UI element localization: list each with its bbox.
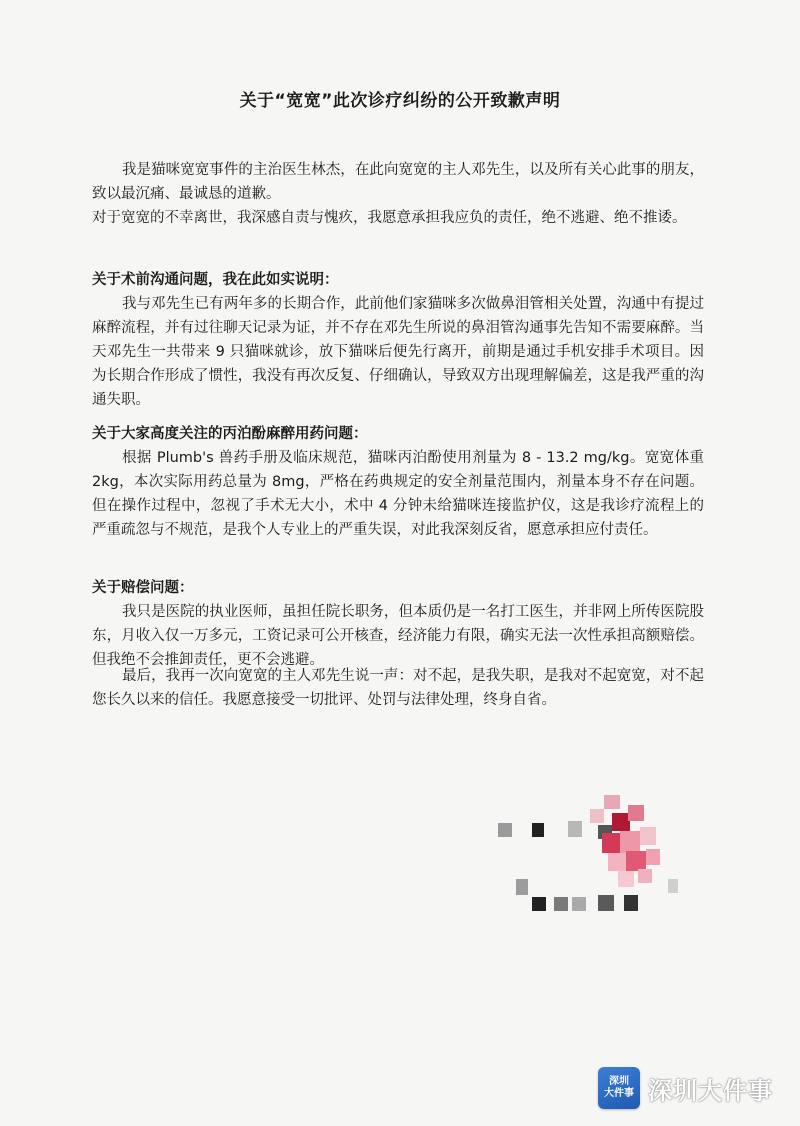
responsibility-paragraph: 对于宽宽的不幸离世，我深感自责与愧疚，我愿意承担我应负的责任，绝不逃避、绝不推诿。: [92, 210, 687, 226]
logo-text-line2: 大件事: [604, 1088, 634, 1099]
watermark-text: 深圳大件事: [648, 1076, 773, 1105]
section-heading-compensation: 关于赔偿问题：: [92, 580, 194, 596]
closing-paragraph: 最后，我再一次向宽宽的主人邓先生说一声：对不起，是我失职，是我对不起宽宽，对不起您长久以来的信任。我愿意接受一切批评、处罚与法律处理，终身自省。: [92, 668, 704, 708]
section-body-compensation: 我只是医院的执业医师，虽担任院长职务，但本质仍是一名打工医生，并非网上所传医院股东，月收入仅一万多元，工资记录可公开核查，经济能力有限，确实无法一次性承担高额赔偿。但我绝不会推卸责任，更不会逃避。: [92, 604, 704, 668]
section-heading-anesthesia: 关于大家高度关注的丙泊酚麻醉用药问题：: [92, 426, 368, 442]
section-body-communication: 我与邓先生已有两年多的长期合作，此前他们家猫咪多次做鼻泪管相关处置，沟通中有提过麻醉流程，并有过往聊天记录为证，并不存在邓先生所说的鼻泪管沟通事先告知不需要麻醉。当天邓先生一共带来 9 只猫咪就诊，放下猫咪后便先行离开，前期是通过手机安排手术项目。因为长期合作形成了惯性，我没有再次反复、仔细确认，导致双方出现理解偏差，这是我严重的沟通失职。: [92, 296, 704, 408]
section-body-anesthesia: 根据 Plumb's 兽药手册及临床规范，猫咪丙泊酚使用剂量为 8 - 13.2 mg/kg。宽宽体重 2kg，本次实际用药总量为 8mg，严格在药典规定的安全剂量范围内，剂量本身不存在问题。但在操作过程中，忽视了手术无大小，术中 4 分钟未给猫咪连接监护仪，这是我诊疗流程上的严重疏忽与不规范，是我个人专业上的严重失误，对此我深刻反省，愿意承担应付责任。: [92, 450, 704, 538]
document-title: 关于“宽宽”此次诊疗纠纷的公开致歉声明: [239, 91, 561, 111]
source-logo-icon: [598, 1067, 640, 1109]
pixelated-signature-seal: [498, 795, 698, 915]
intro-paragraph: 我是猫咪宽宽事件的主治医生林杰，在此向宽宽的主人邓先生，以及所有关心此事的朋友，致以最沉痛、最诚恳的道歉。: [92, 162, 704, 202]
section-heading-communication: 关于术前沟通问题，我在此如实说明：: [92, 272, 339, 288]
source-watermark: [598, 1066, 773, 1110]
logo-text-line1: 深圳: [609, 1076, 629, 1087]
